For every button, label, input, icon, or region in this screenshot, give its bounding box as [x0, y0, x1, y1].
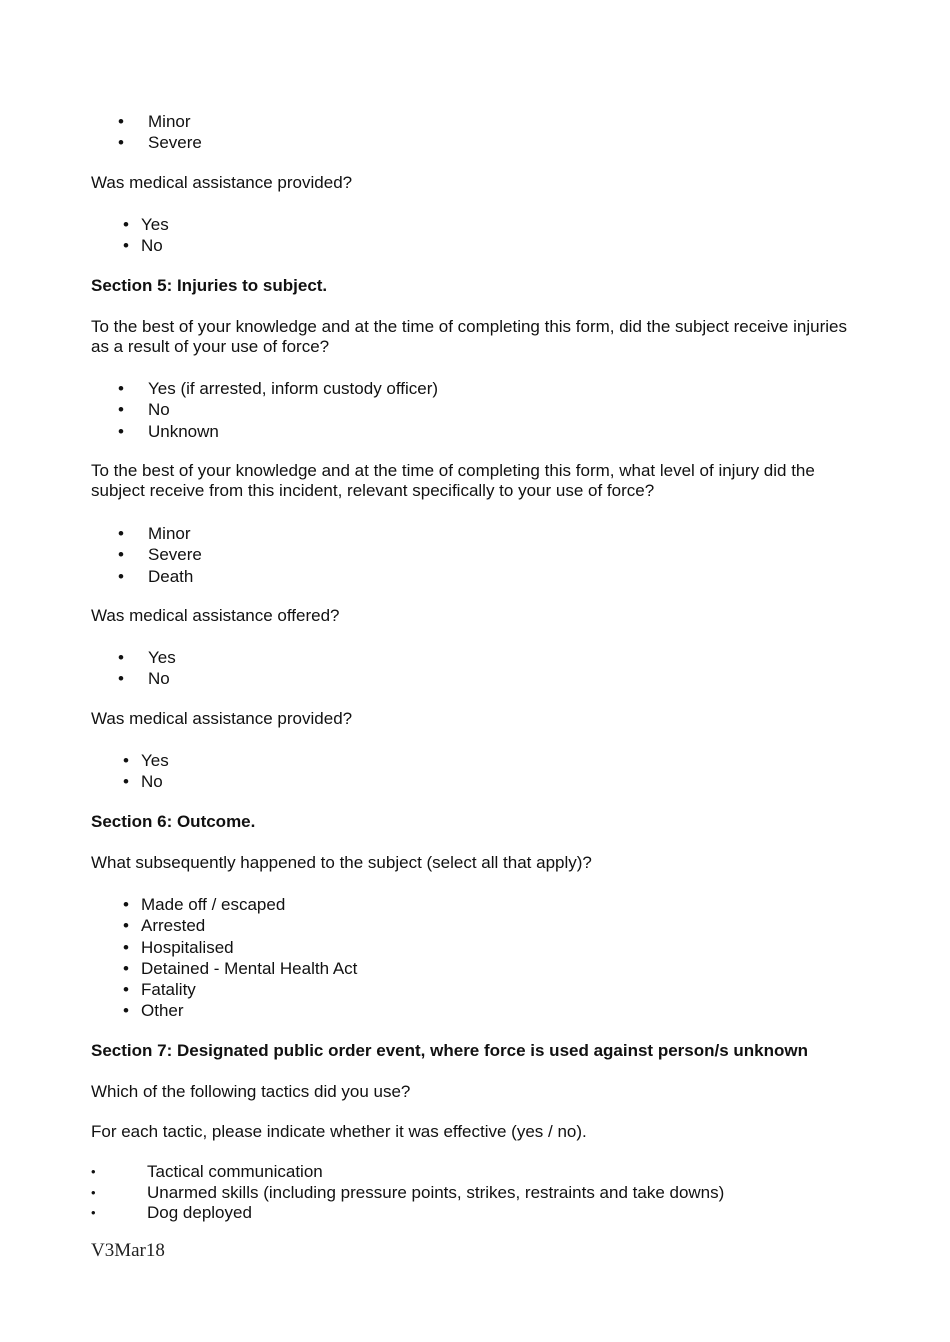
list-item: • No — [118, 771, 169, 792]
list-item: • Yes — [118, 647, 176, 668]
list-item: • Tactical communication — [91, 1162, 724, 1183]
list-item: • No — [118, 235, 169, 256]
question-medical-provided: Was medical assistance provided? — [91, 173, 353, 192]
version-footer: V3Mar18 — [91, 1240, 165, 1261]
question-subject-injuries: To the best of your knowledge and at the time of completing this form, did the subject receive injuries as a result of your use of force? — [91, 317, 847, 356]
list-item: • Yes — [118, 214, 169, 235]
section-5-heading: Section 5: Injuries to subject. — [91, 276, 328, 295]
question-medical-provided-subject: Was medical assistance provided? — [91, 709, 353, 728]
list-item: • Severe — [118, 544, 202, 565]
question-outcome: What subsequently happened to the subject (select all that apply)? — [91, 853, 592, 872]
tactics-instruction: For each tactic, please indicate whether it was effective (yes / no). — [91, 1122, 587, 1141]
list-item: • No — [118, 399, 438, 420]
list-item: • Yes (if arrested, inform custody officer) — [118, 378, 438, 399]
list-item: • Minor — [118, 111, 202, 132]
list-item: • No — [118, 668, 176, 689]
injury-level-options — [118, 523, 202, 587]
section-6-heading: Section 6: Outcome. — [91, 812, 256, 831]
list-item: • Severe — [118, 132, 202, 153]
section-7-heading: Section 7: Designated public order event, where force is used against person/s unknown — [91, 1041, 808, 1060]
list-item: • Detained - Mental Health Act — [118, 958, 357, 979]
question-injury-level: To the best of your knowledge and at the time of completing this form, what level of injury did the subject receive from this incident, relevant specifically to your use of force? — [91, 461, 815, 500]
list-item: • Fatality — [118, 979, 357, 1000]
list-item: • Arrested — [118, 915, 357, 936]
medical-provided-subject-options — [118, 750, 169, 793]
outcome-options — [118, 894, 357, 1022]
tactics-list — [91, 1162, 724, 1224]
list-item: • Unarmed skills (including pressure points, strikes, restraints and take downs) — [91, 1183, 724, 1204]
medical-offered-options — [118, 647, 176, 690]
list-item: • Death — [118, 566, 202, 587]
list-item: • Yes — [118, 750, 169, 771]
question-medical-offered: Was medical assistance offered? — [91, 606, 340, 625]
question-tactics: Which of the following tactics did you use? — [91, 1082, 411, 1101]
list-item: • Other — [118, 1000, 357, 1021]
injury-level-list-continued — [118, 111, 202, 154]
list-item: • Dog deployed — [91, 1203, 724, 1224]
medical-provided-options — [118, 214, 169, 257]
list-item: • Unknown — [118, 421, 438, 442]
list-item: • Hospitalised — [118, 937, 357, 958]
list-item: • Made off / escaped — [118, 894, 357, 915]
list-item: • Minor — [118, 523, 202, 544]
subject-injuries-options — [118, 378, 438, 442]
